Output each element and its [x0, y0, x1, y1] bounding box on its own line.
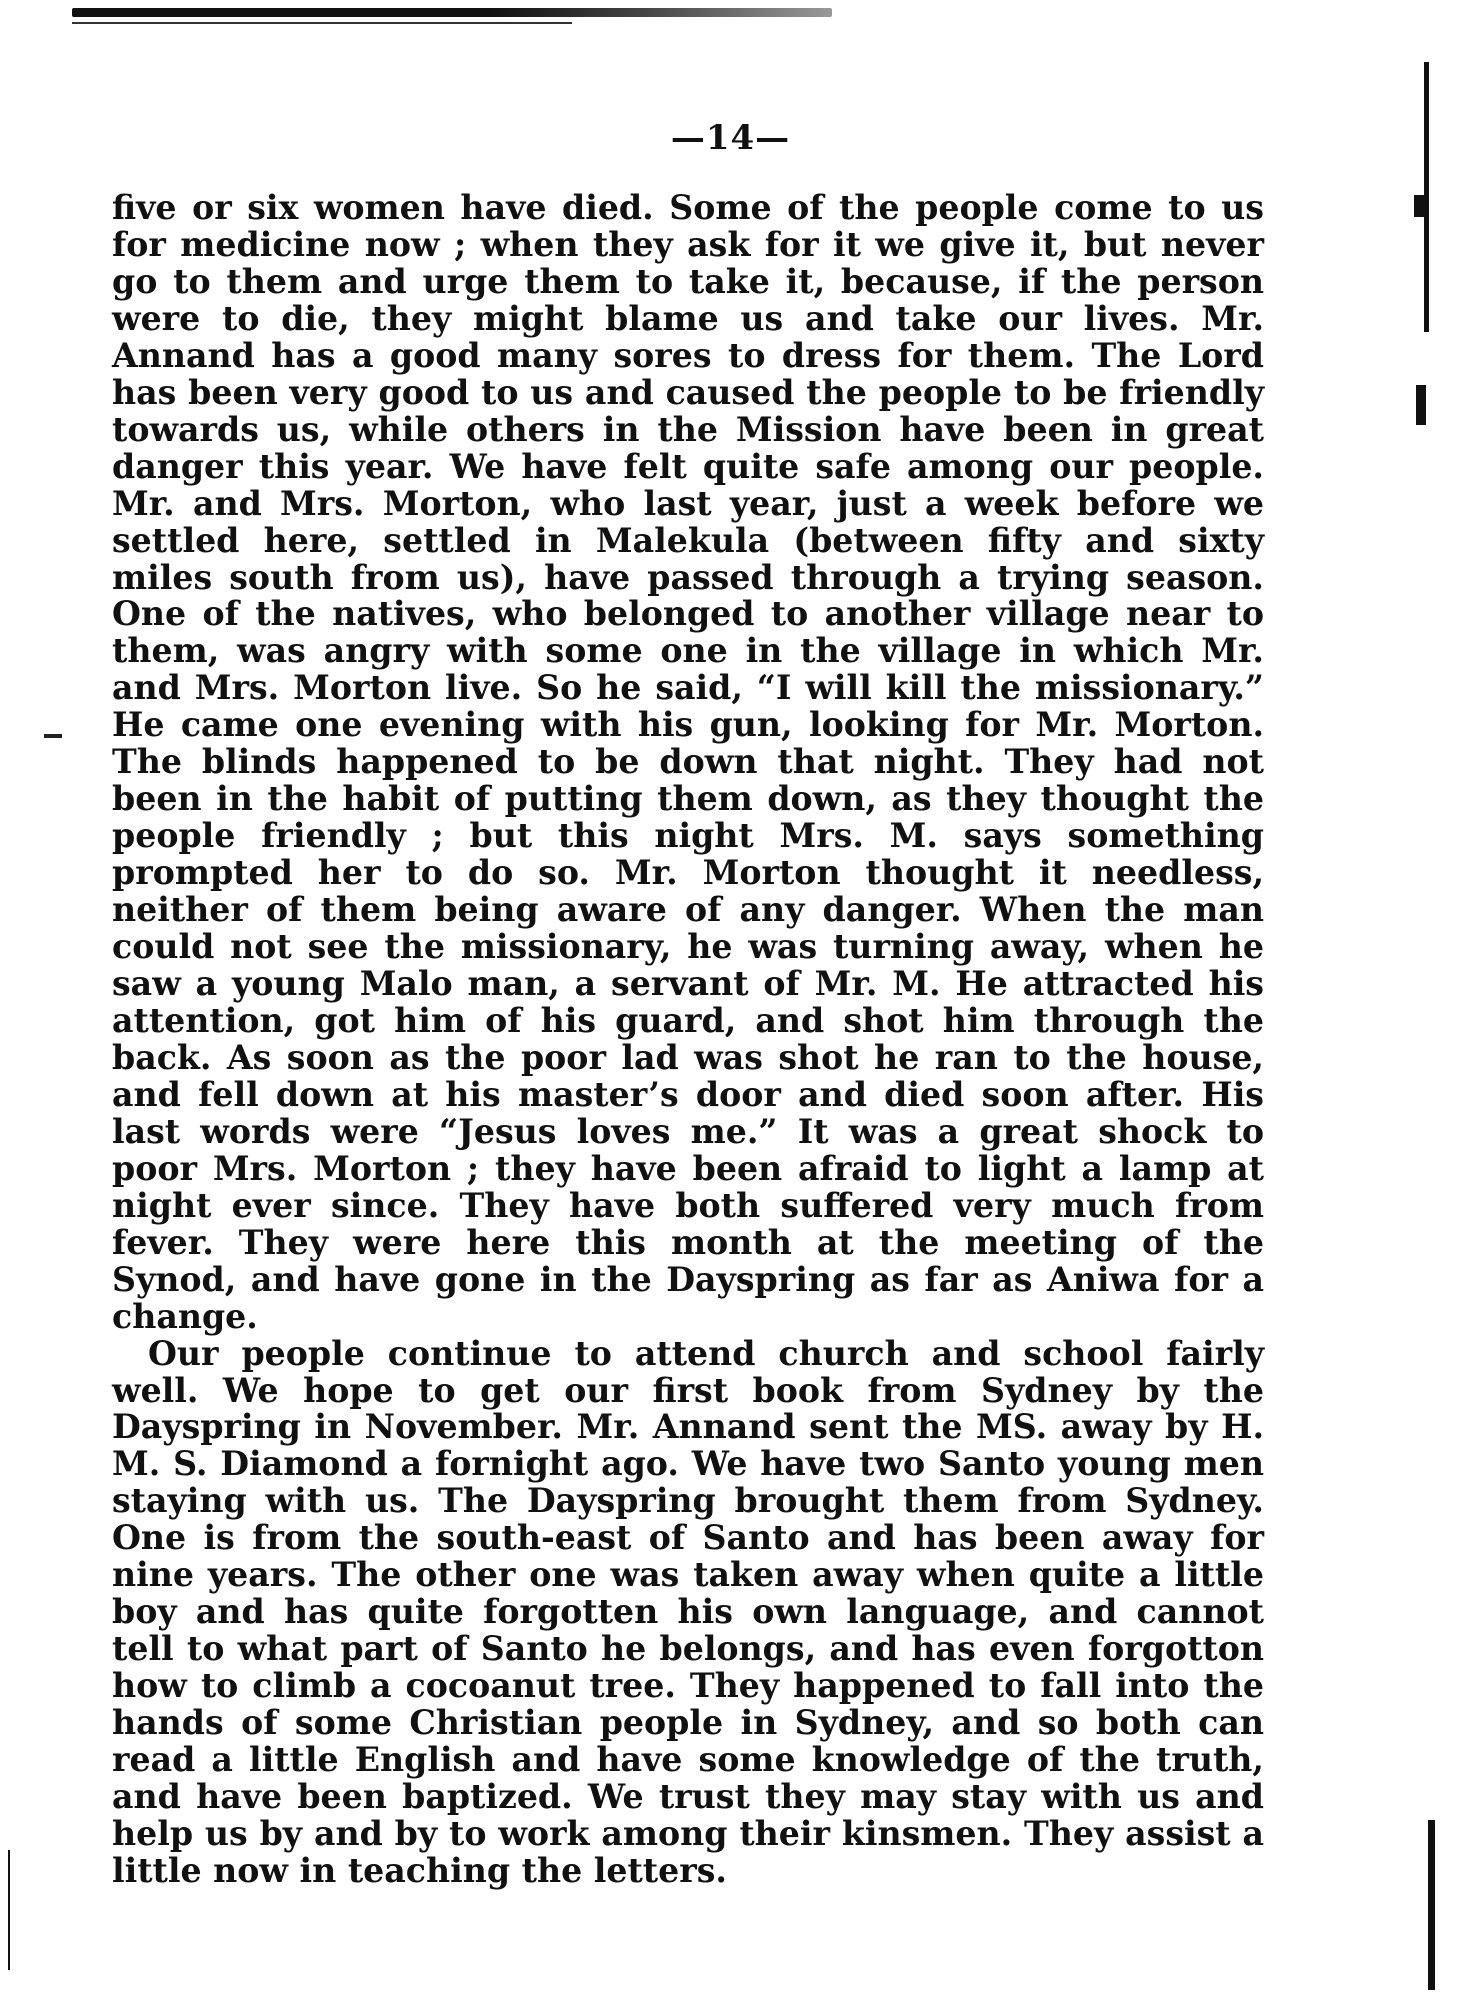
right-edge-mark-bottom [1428, 1820, 1435, 1990]
paragraph-1: five or six women have died. Some of the people come to us for medicine now ; when they ask for it we give it, but never go to them and urge them to take it, because, if the person were to die, they might blame us and take our lives. Mr. Annand has a good many sores to dress for them. The Lord has been very good to us and caused the people to be friendly towards us, while others in the Mission have been in great danger this year. We have felt quite safe among our people. Mr. and Mrs. Morton, who last year, just a week before we settled here, settled in Malekula (between fifty and sixty miles south from us), have passed through a trying season. One of the natives, who belonged to another village near to them, was angry with some one in the village in which Mr. and Mrs. Morton live. So he said, “I will kill the missionary.” He came one evening with his gun, looking for Mr. Morton. The blinds happened to be down that night. They had not been in the habit of putting them down, as they thought the people friendly ; but this night Mrs. M. says something prompted her to do so. Mr. Morton thought it needless, neither of them being aware of any danger. When the man could not see the missionary, he was turning away, when he saw a young Malo man, a servant of Mr. M. He attracted his attention, got him of his guard, and shot him through the back. As soon as the poor lad was shot he ran to the house, and fell down at his master’s door and died soon after. His last words were “Jesus loves me.” It was a great shock to poor Mrs. Morton ; they have been afraid to light a lamp at night ever since. They have both suffered very much from fever. They were here this month at the meeting of the Synod, and have gone in the Dayspring as far as Aniwa for a change. [112, 188, 1264, 1336]
right-edge-notch-top [1414, 195, 1426, 217]
paragraph-2: Our people continue to attend church and school fairly well. We hope to get our first book from Sydney by the Dayspring in November. Mr. Annand sent the MS. away by H. M. S. Diamond a fornight ago. We have two Santo young men staying with us. The Dayspring brought them from Sydney. One is from the south-east of Santo and has been away for nine years. The other one was taken away when quite a little boy and has quite forgotten his own language, and cannot tell to what part of Santo he belongs, and has even forgotton how to climb a cocoanut tree. They happened to fall into the hands of some Christian people in Sydney, and so both can read a little English and have some knowledge of the truth, and have been baptized. We trust they may stay with us and help us by and by to work among their kinsmen. They assist a little now in teaching the letters. [112, 1333, 1264, 1890]
margin-dash-mark [44, 734, 62, 738]
page-body [112, 190, 1264, 1890]
top-page-rule [72, 8, 832, 17]
right-edge-notch-middle [1416, 385, 1426, 425]
left-edge-mark-bottom [8, 1850, 10, 1970]
top-page-rule-thin [72, 22, 572, 24]
page-number: —14— [670, 118, 791, 158]
